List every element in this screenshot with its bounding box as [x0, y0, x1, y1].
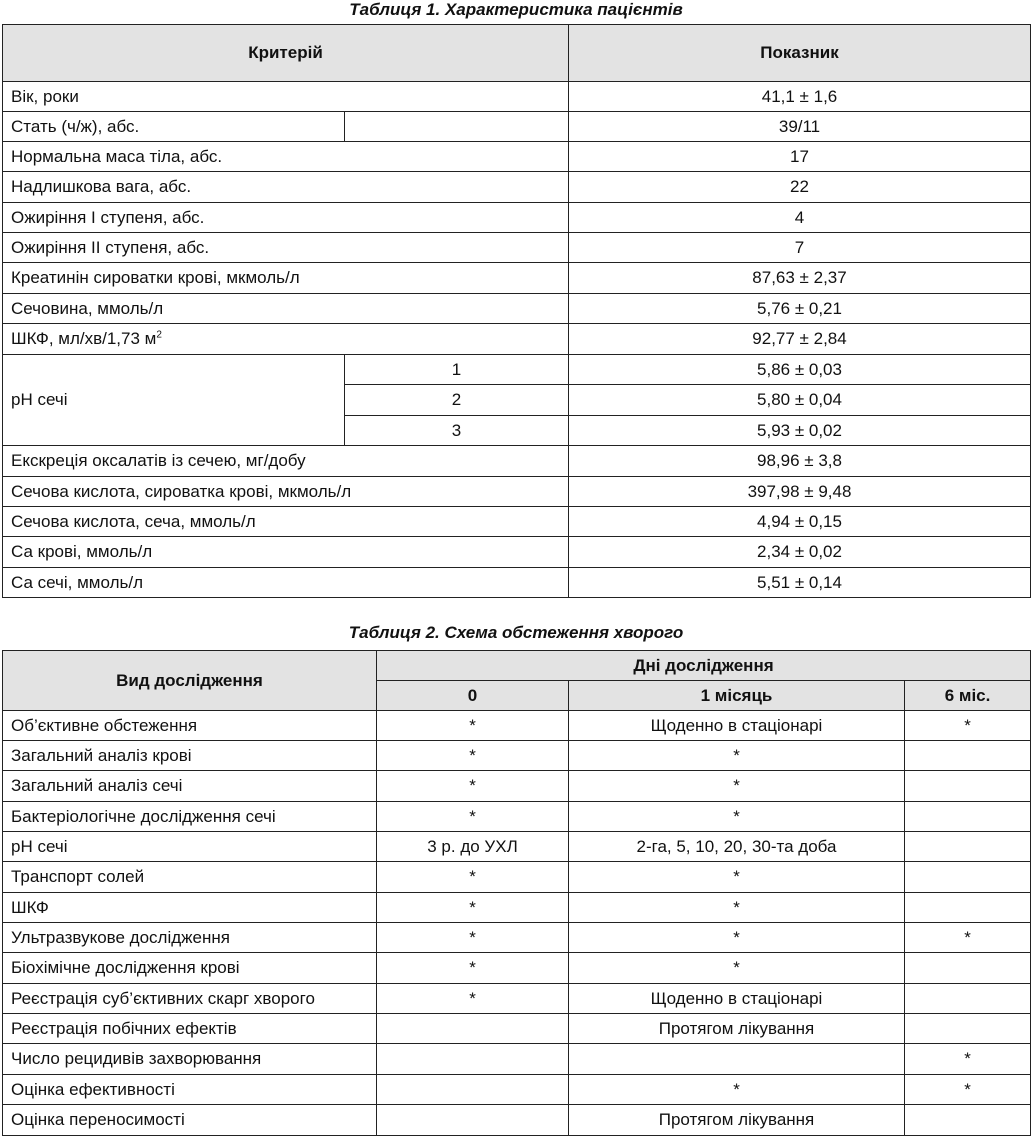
day-0-cell: * — [377, 711, 569, 741]
month-1-cell: * — [569, 953, 905, 984]
value-cell: 4 — [569, 203, 1031, 233]
table-row — [3, 1014, 1031, 1044]
table-row — [3, 355, 1031, 385]
criterion-cell: Сечова кислота, сеча, ммоль/л — [3, 507, 569, 537]
month-1-cell: * — [569, 923, 905, 953]
table-row — [3, 862, 1031, 893]
value-cell: 7 — [569, 233, 1031, 263]
value-cell: 5,76 ± 0,21 — [569, 294, 1031, 324]
criterion-cell: Вік, роки — [3, 82, 569, 112]
table-row — [3, 446, 1031, 477]
month-6-cell — [905, 1105, 1031, 1136]
ph-label-cell: рН сечі — [3, 355, 345, 446]
month-6-cell — [905, 802, 1031, 832]
day-0-cell: * — [377, 984, 569, 1014]
table-row — [3, 263, 1031, 294]
table-row — [3, 537, 1031, 568]
criterion-cell: Екскреція оксалатів із сечею, мг/добу — [3, 446, 569, 477]
value-cell: 92,77 ± 2,84 — [569, 324, 1031, 355]
study-name-cell: Оцінка переносимості — [3, 1105, 377, 1136]
month-1-header: 1 місяць — [569, 681, 905, 711]
gfr-superscript: 2 — [156, 329, 162, 341]
month-6-cell — [905, 741, 1031, 771]
study-type-header: Вид дослідження — [3, 651, 377, 711]
study-name-cell: Транспорт солей — [3, 862, 377, 893]
value-cell: 4,94 ± 0,15 — [569, 507, 1031, 537]
month-6-cell — [905, 984, 1031, 1014]
criterion-cell: Надлишкова вага, абс. — [3, 172, 569, 203]
table-row — [3, 741, 1031, 771]
month-6-cell — [905, 893, 1031, 923]
day-0-header: 0 — [377, 681, 569, 711]
criterion-cell: Ожиріння ІІ ступеня, абс. — [3, 233, 569, 263]
month-1-cell: * — [569, 1075, 905, 1105]
day-0-cell: * — [377, 923, 569, 953]
day-0-cell: * — [377, 862, 569, 893]
study-name-cell: Об’єктивне обстеження — [3, 711, 377, 741]
day-0-cell — [377, 1105, 569, 1136]
criterion-cell: Ожиріння І ступеня, абс. — [3, 203, 569, 233]
table-row — [3, 142, 1031, 172]
study-name-cell: Біохімічне дослідження крові — [3, 953, 377, 984]
month-1-cell: * — [569, 802, 905, 832]
study-name-cell: Число рецидивів захворювання — [3, 1044, 377, 1075]
study-name-cell: Ультразвукове дослідження — [3, 923, 377, 953]
table-row — [3, 953, 1031, 984]
criterion-cell: Стать (ч/ж), абс. — [3, 112, 345, 142]
month-6-cell: * — [905, 711, 1031, 741]
value-cell: 17 — [569, 142, 1031, 172]
day-0-cell — [377, 1014, 569, 1044]
empty-cell — [345, 112, 569, 142]
table-row — [3, 923, 1031, 953]
study-name-cell: Бактеріологічне дослідження сечі — [3, 802, 377, 832]
table-row — [3, 172, 1031, 203]
month-6-cell — [905, 832, 1031, 862]
value-cell: 87,63 ± 2,37 — [569, 263, 1031, 294]
table1-caption: Таблиця 1. Характеристика пацієнтів — [349, 0, 683, 19]
criterion-cell — [3, 324, 569, 355]
value-cell: 5,93 ± 0,02 — [569, 416, 1031, 446]
day-0-cell: * — [377, 741, 569, 771]
criterion-cell: Са крові, ммоль/л — [3, 537, 569, 568]
table2-body — [3, 711, 1031, 1136]
table2-caption: Таблиця 2. Схема обстеження хворого — [348, 623, 684, 642]
criterion-cell: Нормальна маса тіла, абс. — [3, 142, 569, 172]
table-row — [3, 477, 1031, 507]
table-row — [3, 1075, 1031, 1105]
month-6-cell — [905, 953, 1031, 984]
table1-header-row — [3, 25, 1031, 82]
criterion-cell: Креатинін сироватки крові, мкмоль/л — [3, 263, 569, 294]
gfr-label: ШКФ, мл/хв/1,73 м — [11, 329, 157, 348]
value-cell: 98,96 ± 3,8 — [569, 446, 1031, 477]
table-row — [3, 1044, 1031, 1075]
criterion-header: Критерій — [3, 25, 569, 82]
day-0-cell — [377, 1075, 569, 1105]
examination-scheme-table — [2, 650, 1031, 1136]
table-row — [3, 507, 1031, 537]
month-1-cell: Щоденно в стаціонарі — [569, 984, 905, 1014]
table-row — [3, 893, 1031, 923]
table-row — [3, 568, 1031, 598]
month-6-cell: * — [905, 1075, 1031, 1105]
value-cell: 397,98 ± 9,48 — [569, 477, 1031, 507]
study-days-header: Дні дослідження — [377, 651, 1031, 681]
table-row — [3, 984, 1031, 1014]
month-6-cell — [905, 1014, 1031, 1044]
day-0-cell: * — [377, 771, 569, 802]
month-1-cell: Щоденно в стаціонарі — [569, 711, 905, 741]
study-name-cell: рН сечі — [3, 832, 377, 862]
table-row — [3, 832, 1031, 862]
table-row — [3, 112, 1031, 142]
value-cell: 5,51 ± 0,14 — [569, 568, 1031, 598]
ph-number-cell: 2 — [345, 385, 569, 416]
month-1-cell: 2-га, 5, 10, 20, 30-та доба — [569, 832, 905, 862]
table-row — [3, 771, 1031, 802]
month-1-cell — [569, 1044, 905, 1075]
study-name-cell: Загальний аналіз крові — [3, 741, 377, 771]
month-1-cell: Протягом лікування — [569, 1014, 905, 1044]
month-1-cell: * — [569, 862, 905, 893]
table-row — [3, 1105, 1031, 1136]
value-cell: 5,80 ± 0,04 — [569, 385, 1031, 416]
indicator-header: Показник — [569, 25, 1031, 82]
criterion-cell: Сечова кислота, сироватка крові, мкмоль/л — [3, 477, 569, 507]
day-0-cell: * — [377, 893, 569, 923]
month-1-cell: * — [569, 893, 905, 923]
study-name-cell: Реєстрація суб’єктивних скарг хворого — [3, 984, 377, 1014]
ph-number-cell: 3 — [345, 416, 569, 446]
day-0-cell: 3 р. до УХЛ — [377, 832, 569, 862]
table-row — [3, 711, 1031, 741]
study-name-cell: Загальний аналіз сечі — [3, 771, 377, 802]
month-6-cell: * — [905, 923, 1031, 953]
ph-number-cell: 1 — [345, 355, 569, 385]
patient-characteristics-table — [2, 24, 1031, 598]
study-name-cell: Оцінка ефективності — [3, 1075, 377, 1105]
criterion-cell: Са сечі, ммоль/л — [3, 568, 569, 598]
value-cell: 41,1 ± 1,6 — [569, 82, 1031, 112]
value-cell: 39/11 — [569, 112, 1031, 142]
criterion-cell: Сечовина, ммоль/л — [3, 294, 569, 324]
table-row — [3, 294, 1031, 324]
month-6-cell — [905, 862, 1031, 893]
month-6-header: 6 міс. — [905, 681, 1031, 711]
day-0-cell — [377, 1044, 569, 1075]
table-row — [3, 233, 1031, 263]
month-6-cell — [905, 771, 1031, 802]
value-cell: 2,34 ± 0,02 — [569, 537, 1031, 568]
month-1-cell: * — [569, 771, 905, 802]
table2-header-row — [3, 651, 1031, 681]
month-6-cell: * — [905, 1044, 1031, 1075]
table-row — [3, 802, 1031, 832]
table-row — [3, 203, 1031, 233]
table-row — [3, 324, 1031, 355]
month-1-cell: Протягом лікування — [569, 1105, 905, 1136]
month-1-cell: * — [569, 741, 905, 771]
value-cell: 5,86 ± 0,03 — [569, 355, 1031, 385]
study-name-cell: Реєстрація побічних ефектів — [3, 1014, 377, 1044]
day-0-cell: * — [377, 802, 569, 832]
table-row — [3, 82, 1031, 112]
study-name-cell: ШКФ — [3, 893, 377, 923]
value-cell: 22 — [569, 172, 1031, 203]
day-0-cell: * — [377, 953, 569, 984]
